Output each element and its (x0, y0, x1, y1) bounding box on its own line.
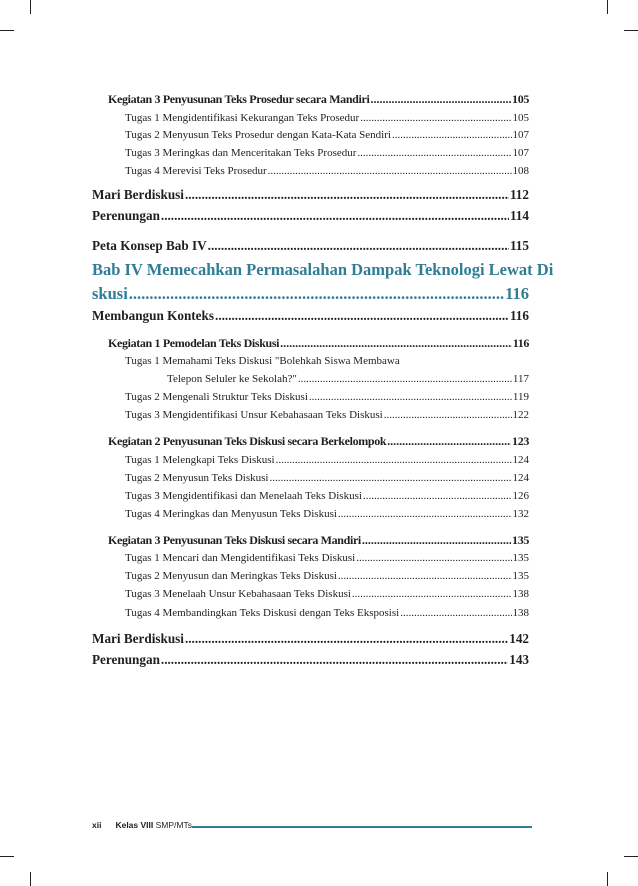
entry-page: 122 (512, 409, 529, 421)
entry-page: 123 (512, 434, 529, 448)
toc-entry-tugas[interactable] (125, 147, 529, 159)
toc-entry-tugas-cont[interactable] (167, 373, 529, 385)
crop-mark (624, 856, 638, 857)
entry-title: Perenungan (92, 652, 160, 667)
footer-class-label (115, 820, 192, 830)
leader-dots (338, 570, 512, 582)
toc-entry-tugas[interactable] (125, 391, 529, 403)
leader-dots (384, 409, 512, 421)
toc-entry-main[interactable] (92, 308, 529, 324)
entry-page: 135 (512, 533, 529, 547)
crop-mark (607, 0, 608, 14)
entry-title: Peta Konsep Bab IV (92, 238, 207, 253)
leader-dots (400, 607, 511, 619)
entry-title: Tugas 3 Meringkas dan Menceritakan Teks Prosedur (125, 147, 357, 159)
leader-dots (215, 308, 509, 324)
leader-dots (268, 165, 512, 177)
entry-page: 116 (509, 308, 529, 323)
leader-dots (360, 112, 511, 124)
leader-dots (392, 129, 512, 141)
entry-title: Tugas 4 Meringkas dan Menyusun Teks Diskusi (125, 508, 337, 520)
entry-title: Tugas 3 Mengidentifikasi dan Menelaah Teks Diskusi (125, 490, 362, 502)
chapter-heading[interactable] (92, 260, 554, 304)
toc-entry-kegiatan[interactable] (108, 336, 529, 351)
toc-entry-tugas[interactable] (125, 409, 529, 421)
leader-dots (370, 92, 511, 107)
entry-page: 132 (512, 508, 529, 520)
toc-entry-tugas[interactable] (125, 588, 529, 600)
leader-dots (208, 238, 509, 254)
entry-page: 105 (512, 112, 529, 124)
entry-page: 124 (512, 472, 529, 484)
entry-title: Tugas 1 Mengidentifikasi Kekurangan Teks Prosedur (125, 112, 360, 124)
entry-title: Kegiatan 2 Penyusunan Teks Diskusi secara Berkelompok (108, 434, 387, 448)
entry-page: 135 (512, 570, 529, 582)
entry-title: Mari Berdiskusi (92, 187, 184, 202)
chapter-title-line2 (92, 284, 529, 304)
toc-entry-tugas[interactable] (125, 490, 529, 502)
leader-dots (161, 208, 509, 224)
leader-dots (356, 552, 511, 564)
leader-dots (129, 284, 504, 304)
leader-dots (280, 336, 512, 351)
crop-mark (30, 0, 31, 14)
toc-entry-tugas[interactable] (125, 508, 529, 520)
toc-entry-main[interactable] (92, 238, 529, 254)
toc-entry-tugas[interactable] (125, 607, 529, 619)
toc-entry-tugas[interactable] (125, 552, 529, 564)
leader-dots (338, 508, 512, 520)
entry-title: Tugas 4 Merevisi Teks Prosedur (125, 165, 267, 177)
entry-page: 112 (509, 187, 529, 202)
entry-page: 138 (512, 607, 529, 619)
entry-page: 119 (512, 391, 529, 403)
entry-title: Tugas 3 Menelaah Unsur Kebahasaan Teks Diskusi (125, 588, 351, 600)
toc-entry-tugas[interactable] (125, 112, 529, 124)
entry-title: Tugas 3 Mengidentifikasi Unsur Kebahasaan Teks Diskusi (125, 409, 383, 421)
crop-mark (607, 872, 608, 886)
crop-mark (0, 856, 14, 857)
toc-entry-tugas[interactable] (125, 472, 529, 484)
toc-entry-kegiatan[interactable] (108, 92, 529, 107)
entry-title: Kegiatan 3 Penyusunan Teks Diskusi secara Mandiri (108, 533, 361, 547)
leader-dots (276, 454, 512, 466)
toc-entry-tugas[interactable] (125, 454, 529, 466)
entry-title: Kegiatan 3 Penyusunan Teks Prosedur secara Mandiri (108, 92, 370, 106)
leader-dots (185, 631, 508, 647)
entry-page: 115 (509, 238, 529, 253)
entry-page: 108 (512, 165, 529, 177)
leader-dots (309, 391, 512, 403)
chapter-title-cont: skusi (92, 284, 128, 303)
page-footer (92, 820, 192, 830)
entry-title: Tugas 1 Melengkapi Teks Diskusi (125, 454, 275, 466)
entry-title: Tugas 4 Membandingkan Teks Diskusi dengan Teks Eksposisi (125, 607, 400, 619)
entry-title: Tugas 2 Menyusun dan Meringkas Teks Diskusi (125, 570, 337, 582)
leader-dots (161, 652, 508, 668)
entry-title: Membangun Konteks (92, 308, 215, 323)
entry-page: 126 (512, 490, 529, 502)
toc-entry-tugas[interactable] (125, 570, 529, 582)
toc-entry-tugas[interactable] (125, 129, 529, 141)
entry-page: 143 (509, 652, 529, 667)
entry-page: 107 (512, 129, 529, 141)
leader-dots (363, 490, 512, 502)
toc-entry-main[interactable] (92, 631, 529, 647)
footer-class-rest: SMP/MTs (153, 820, 192, 830)
entry-page: 117 (512, 373, 529, 385)
toc-entry-main[interactable] (92, 652, 529, 668)
toc-entry-kegiatan[interactable] (108, 434, 529, 449)
crop-mark (624, 30, 638, 31)
toc-entry-tugas[interactable] (125, 355, 529, 367)
toc-entry-kegiatan[interactable] (108, 533, 529, 548)
crop-mark (30, 872, 31, 886)
leader-dots (357, 147, 511, 159)
leader-dots (362, 533, 511, 548)
entry-page: 114 (509, 208, 529, 223)
entry-title: Tugas 2 Menyusun Teks Prosedur dengan Kata-Kata Sendiri (125, 129, 391, 141)
footer-class-bold: Kelas VIII (115, 820, 154, 830)
chapter-title-line1: Bab IV Memecahkan Permasalahan Dampak Teknologi Lewat Di (92, 260, 554, 279)
leader-dots (387, 434, 511, 449)
entry-title: Mari Berdiskusi (92, 631, 184, 646)
leader-dots (269, 472, 511, 484)
entry-title: Tugas 2 Mengenali Struktur Teks Diskusi (125, 391, 308, 403)
entry-page: 135 (512, 552, 529, 564)
entry-title: Perenungan (92, 208, 160, 223)
entry-page: 142 (509, 631, 529, 646)
leader-dots (352, 588, 512, 600)
entry-page: 105 (512, 92, 529, 106)
entry-title: Telepon Seluler ke Sekolah?" (167, 373, 297, 385)
footer-rule (192, 826, 532, 828)
page-number: xii (92, 820, 102, 830)
entry-page: 107 (512, 147, 529, 159)
chapter-page: 116 (505, 284, 529, 303)
toc-entry-main[interactable] (92, 187, 529, 203)
entry-page: 116 (512, 336, 529, 350)
leader-dots (298, 373, 512, 385)
leader-dots (185, 187, 509, 203)
entry-title: Kegiatan 1 Pemodelan Teks Diskusi (108, 336, 280, 350)
entry-page: 124 (512, 454, 529, 466)
entry-title: Tugas 1 Mencari dan Mengidentifikasi Teks Diskusi (125, 552, 356, 564)
toc-entry-main[interactable] (92, 208, 529, 224)
entry-page: 138 (512, 588, 529, 600)
entry-title: Tugas 2 Menyusun Teks Diskusi (125, 472, 269, 484)
crop-mark (0, 30, 14, 31)
entry-title: Tugas 1 Memahami Teks Diskusi "Bolehkah Siswa Membawa (125, 355, 400, 367)
toc-entry-tugas[interactable] (125, 165, 529, 177)
